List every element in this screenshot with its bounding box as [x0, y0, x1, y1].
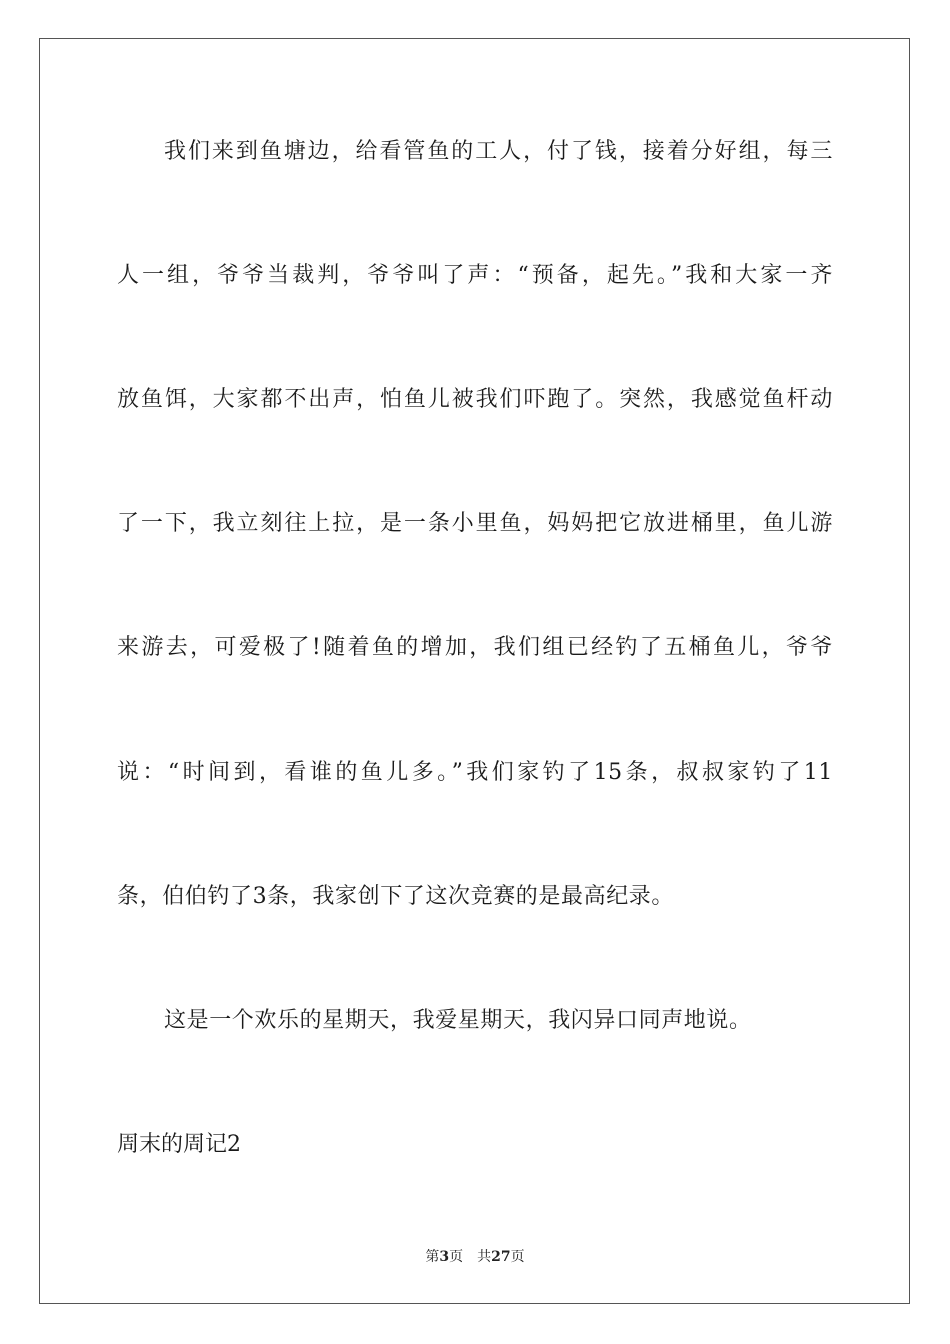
section-heading: 周末的周记2	[117, 1132, 241, 1157]
paragraph-line: 说：“时间到，看谁的鱼儿多。”我们家钓了15条，叔叔家钓了11	[117, 760, 833, 785]
paragraph-line: 条，伯伯钓了3条，我家创下了这次竞赛的是最高纪录。	[117, 884, 674, 909]
paragraph-line: 我们来到鱼塘边，给看管鱼的工人，付了钱，接着分好组，每三	[164, 139, 833, 164]
paragraph-line: 放鱼饵，大家都不出声，怕鱼儿被我们吓跑了。突然，我感觉鱼杆动	[117, 387, 833, 412]
paragraph-line: 这是一个欢乐的星期天，我爱星期天，我闪异口同声地说。	[164, 1008, 752, 1033]
page-border	[39, 38, 910, 1304]
paragraph-line: 来游去，可爱极了!随着鱼的增加，我们组已经钓了五桶鱼儿，爷爷	[117, 635, 833, 660]
paragraph-line: 了一下，我立刻往上拉，是一条小里鱼，妈妈把它放进桶里，鱼儿游	[117, 511, 833, 536]
page-suffix: 页	[449, 1249, 464, 1265]
page-prefix: 第	[425, 1249, 440, 1265]
page-footer	[0, 1248, 950, 1266]
page-total: 27	[491, 1249, 511, 1265]
total-prefix: 共	[477, 1249, 492, 1265]
total-suffix: 页	[510, 1249, 525, 1265]
paragraph-line: 人一组，爷爷当裁判，爷爷叫了声：“预备，起先。”我和大家一齐	[117, 263, 833, 288]
page-current: 3	[439, 1249, 450, 1265]
